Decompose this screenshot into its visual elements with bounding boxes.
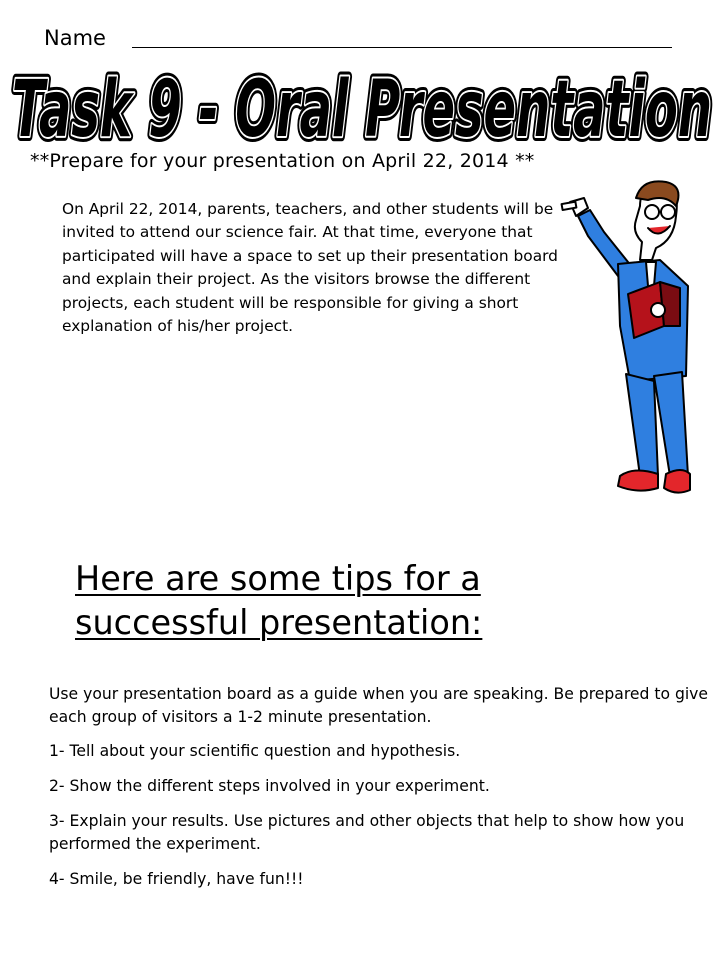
tip-item-3: 3- Explain your results. Use pictures and other objects that help to show how you performed the experiment. — [49, 812, 685, 853]
tips-intro: Use your presentation board as a guide when you are speaking. Be prepared to give each group of visitors a 1-2 minute presentation. — [49, 685, 708, 726]
tip-item-1: 1- Tell about your scientific question and hypothesis. — [49, 742, 461, 760]
prepare-note: **Prepare for your presentation on April 22, 2014 ** — [30, 150, 535, 172]
page-title-inner-line: Task 9 - Oral Presentation — [11, 63, 712, 145]
tips-heading-line-1: Here are some tips for a — [75, 559, 481, 598]
tips-heading — [75, 557, 635, 645]
tip-item-2: 2- Show the different steps involved in your experiment. — [49, 777, 490, 795]
name-label: Name — [44, 26, 106, 50]
name-blank-line[interactable] — [132, 47, 672, 48]
intro-paragraph: On April 22, 2014, parents, teachers, and other students will be invited to attend our science fair. At that time, everyone that participated will have a space to set up their presentation board and explain their project. As the visitors browse the different projects, each student will be responsible for giving a short explanation of his/her project. — [62, 200, 558, 336]
tips-list — [49, 683, 717, 903]
tip-item-4: 4- Smile, be friendly, have fun!!! — [49, 870, 304, 888]
page-title-outline: Task 9 - Oral Presentation — [11, 63, 712, 145]
tips-heading-line-2: successful presentation: — [75, 603, 483, 642]
teacher-with-book-and-chalk-icon — [548, 176, 713, 501]
page-title — [0, 50, 720, 145]
page-title-text: Task 9 - Oral Presentation — [11, 63, 712, 145]
